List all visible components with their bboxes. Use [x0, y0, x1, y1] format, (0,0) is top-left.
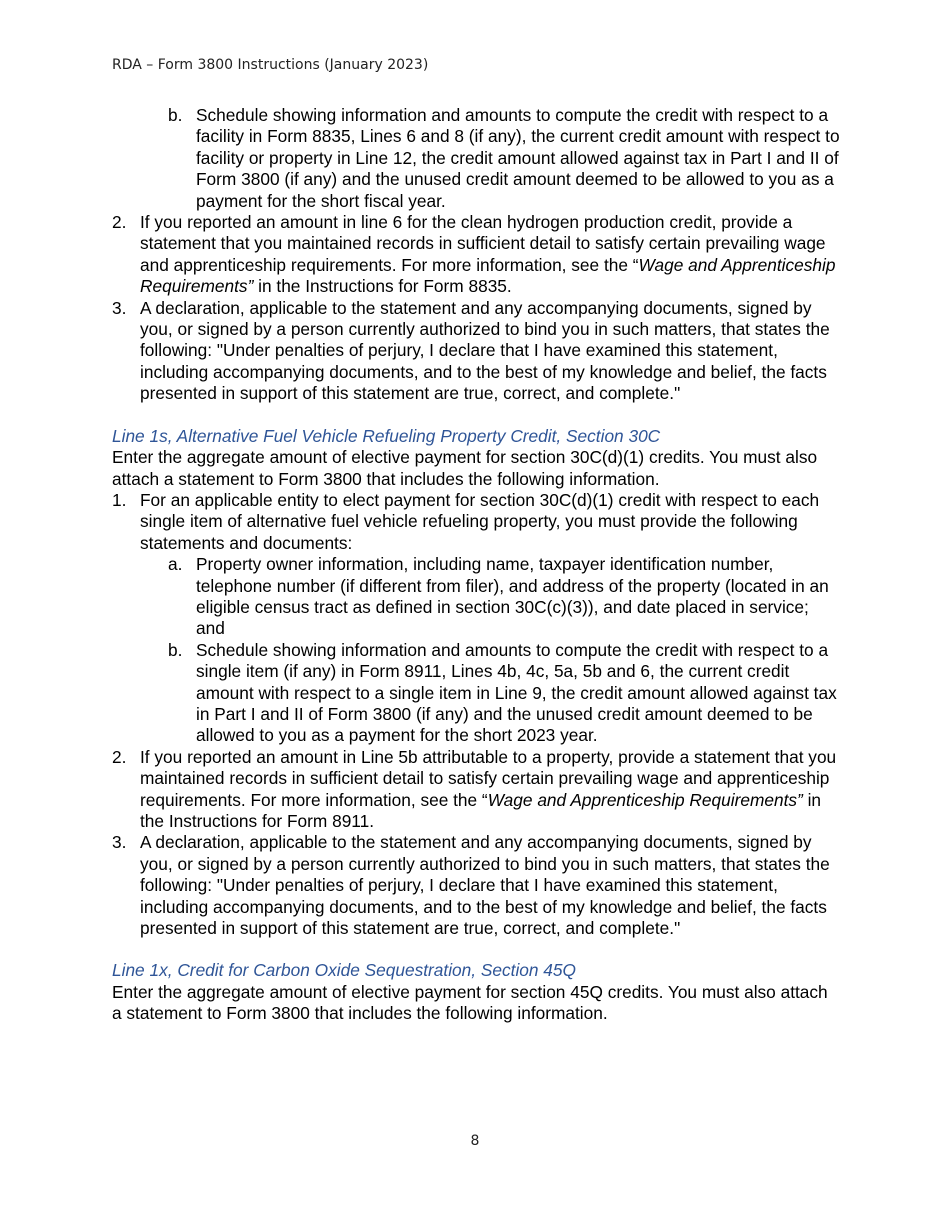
list-item-text: A declaration, applicable to the statement and any accompanying documents, signed by you, or signed by a person currently authorized to bind you in such matters, that states the following: "Under penalties of perjury, I declare that I have examined this statement, including accompanying documents, and to the best of my knowledge and belief, the facts presented in support of this statement are true, correct, and complete." — [140, 297, 830, 404]
list-item-text-end: in the Instructions for Form 8835. — [253, 276, 512, 297]
list-item-text: If you reported an amount in Line 5b attributable to a property, provide a statement that you maintained records in sufficient detail to satisfy certain prevailing wage and apprenticeship requirements. For more information, see the “ — [140, 746, 837, 810]
section-1x-intro: Enter the aggregate amount of elective payment for section 45Q credits. You must also attach a statement to Form 3800 that includes the following information. — [112, 981, 828, 1024]
italic-reference: Wage and Apprenticeship Requirements” — [140, 254, 836, 297]
section-1s-intro: Enter the aggregate amount of elective payment for section 30C(d)(1) credits. You must also attach a statement to Form 3800 that includes the following information. — [112, 447, 818, 489]
section-heading-line-1x: Line 1x, Credit for Carbon Oxide Sequestration, Section 45Q — [112, 960, 576, 981]
list-item-text-end: in the Instructions for Form 8911. — [140, 789, 822, 831]
list-item-a-property-owner — [112, 554, 842, 640]
list-item-b-single-item-schedule — [112, 640, 842, 747]
list-marker: a. — [168, 554, 183, 575]
running-header: RDA – Form 3800 Instructions (January 2023) — [112, 57, 429, 73]
list-marker: 3. — [112, 297, 127, 318]
list-item-text: A declaration, applicable to the statement and any accompanying documents, signed by you, or signed by a person currently authorized to bind you in such matters, that states the following: "Under penalties of perjury, I declare that I have examined this statement, including accompanying documents, and to the best of my knowledge and belief, the facts presented in support of this statement are true, correct, and complete." — [140, 832, 830, 939]
list-item-text: Property owner information, including name, taxpayer identification number, telephone number (if different from filer), and address of the property (located in an eligible census tract as defined in section 30C(c)(3)), and date placed in service; and — [196, 554, 829, 639]
list-item-2-hydrogen-wage — [112, 212, 842, 298]
list-item-text: Schedule showing information and amounts to compute the credit with respect to a facility in Form 8835, Lines 6 and 8 (if any), the current credit amount with respect to facility or property in Line 12, the credit amount allowed against tax in Part I and II of Form 3800 (if any) and the unused credit amount deemed to be allowed to you as a payment for the short fiscal year. — [196, 105, 840, 211]
list-marker: 3. — [112, 832, 127, 853]
list-marker: b. — [168, 105, 183, 125]
section-heading-line-1s: Line 1s, Alternative Fuel Vehicle Refueling Property Credit, Section 30C — [112, 425, 661, 446]
list-marker: 2. — [112, 746, 127, 767]
list-item-text: For an applicable entity to elect payment for section 30C(d)(1) credit with respect to each single item of alternative fuel vehicle refueling property, you must provide the following statements and documents: — [140, 489, 820, 553]
list-item-1-applicable-entity — [112, 490, 842, 554]
list-item-b-facility-schedule — [112, 105, 842, 212]
list-item-3-declaration — [112, 832, 842, 939]
list-marker: 2. — [112, 212, 127, 233]
italic-reference: Wage and Apprenticeship Requirements” — [487, 789, 803, 810]
list-item-3-declaration — [112, 298, 842, 405]
list-item-text: Schedule showing information and amounts to compute the credit with respect to a single item (if any) in Form 8911, Lines 4b, 4c, 5a, 5b and 6, the current credit amount with respect to a single item in Line 9, the credit amount allowed against tax in Part I and II of Form 3800 (if any) and the unused credit amount deemed to be allowed to you as a payment for the short 2023 year. — [196, 639, 837, 746]
list-item-2-prevailing-wage — [112, 747, 842, 833]
page-number: 8 — [470, 1133, 480, 1149]
list-marker: b. — [168, 639, 183, 660]
list-item-text: If you reported an amount in line 6 for the clean hydrogen production credit, provide a statement that you maintained records in sufficient detail to satisfy certain prevailing wage and apprenticeship requirements. For more information, see the “ — [140, 212, 826, 275]
list-marker: 1. — [112, 489, 127, 510]
page-content — [112, 105, 842, 1025]
